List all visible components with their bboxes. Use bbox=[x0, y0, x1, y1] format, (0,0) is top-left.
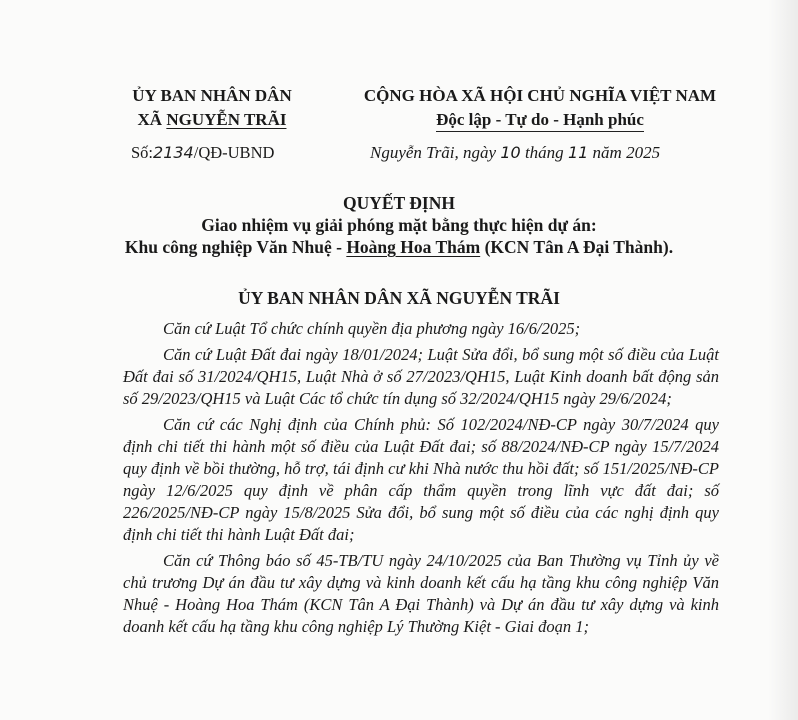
authority-commune-name: NGUYỄN TRÃI bbox=[166, 110, 287, 129]
decision-title-block bbox=[0, 192, 798, 258]
legal-basis-body bbox=[123, 318, 719, 642]
date-day: 10 bbox=[500, 143, 521, 162]
authority-line-2 bbox=[106, 108, 318, 132]
legal-basis-paragraph: Căn cứ các Nghị định của Chính phủ: Số 102/2024/NĐ-CP ngày 30/7/2024 quy định chi tiết thi hành một số điều của Luật Đất đai; số 88/2024/NĐ-CP ngày 15/7/2024 quy định về bồi thường, hỗ trợ, tái định cư khi Nhà nước thu hồi đất; số 151/2025/NĐ-CP ngày 12/6/2025 quy định về phân cấp thẩm quyền trong lĩnh vực đất đai; số 226/2025/NĐ-CP ngày 15/8/2025 Sửa đổi, bổ sung một số điều của các nghị định quy định chi tiết thi hành Luật Đất đai; bbox=[123, 415, 719, 544]
authority-line-2-prefix: XÃ bbox=[137, 110, 167, 129]
decision-subject: Giao nhiệm vụ giải phóng mặt bằng thực hiện dự án: bbox=[201, 215, 597, 235]
date-prefix: Nguyễn Trãi, ngày bbox=[370, 143, 501, 162]
document-number-suffix: /QĐ-UBND bbox=[193, 143, 275, 162]
date-year: năm 2025 bbox=[588, 143, 661, 162]
issuing-authority-block bbox=[106, 84, 318, 132]
decision-project-part-2: (KCN Tân A Đại Thành). bbox=[480, 237, 674, 257]
document-number bbox=[131, 143, 274, 163]
decision-project-part-1: Khu công nghiệp Văn Nhuệ - bbox=[124, 237, 347, 257]
legal-basis-paragraph: Căn cứ Luật Tổ chức chính quyền địa phương ngày 16/6/2025; bbox=[163, 319, 581, 338]
page-edge-shadow bbox=[768, 0, 798, 720]
document-number-label: Số: bbox=[131, 143, 154, 162]
authority-line-1: ỦY BAN NHÂN DÂN bbox=[132, 86, 292, 105]
date-month-label: tháng bbox=[520, 143, 568, 162]
legal-basis-paragraph: Căn cứ Luật Đất đai ngày 18/01/2024; Luật Sửa đổi, bổ sung một số điều của Luật Đất đai số 31/2024/QH15, Luật Nhà ở số 27/2023/QH15, Luật Kinh doanh bất động sản số 29/2023/QH15 và Luật Các tổ chức tín dụng số 32/2024/QH15 ngày 29/6/2024; bbox=[123, 345, 719, 408]
decision-project bbox=[0, 236, 798, 258]
decision-project-underlined: Hoàng Hoa Thám bbox=[346, 237, 481, 257]
national-title: CỘNG HÒA XÃ HỘI CHỦ NGHĨA VIỆT NAM bbox=[363, 86, 717, 105]
document-number-handwritten: 2134 bbox=[153, 143, 194, 162]
decision-title: QUYẾT ĐỊNH bbox=[343, 193, 455, 213]
national-motto: Độc lập - Tự do - Hạnh phúc bbox=[436, 109, 644, 132]
legal-basis-paragraph: Căn cứ Thông báo số 45-TB/TU ngày 24/10/2025 của Ban Thường vụ Tỉnh ủy về chủ trương Dự án đầu tư xây dựng và kinh doanh kết cấu hạ tầng khu công nghiệp Văn Nhuệ - Hoàng Hoa Thám (KCN Tân A Đại Thành) và Dự án đầu tư xây dựng và kinh doanh kết cấu hạ tầng khu công nghiệp Lý Thường Kiệt - Giai đoạn 1; bbox=[123, 551, 719, 636]
date-month: 11 bbox=[567, 143, 589, 162]
national-title-block bbox=[338, 84, 742, 132]
document-date bbox=[370, 143, 660, 163]
authority-heading: ỦY BAN NHÂN DÂN XÃ NGUYỄN TRÃI bbox=[238, 288, 560, 308]
